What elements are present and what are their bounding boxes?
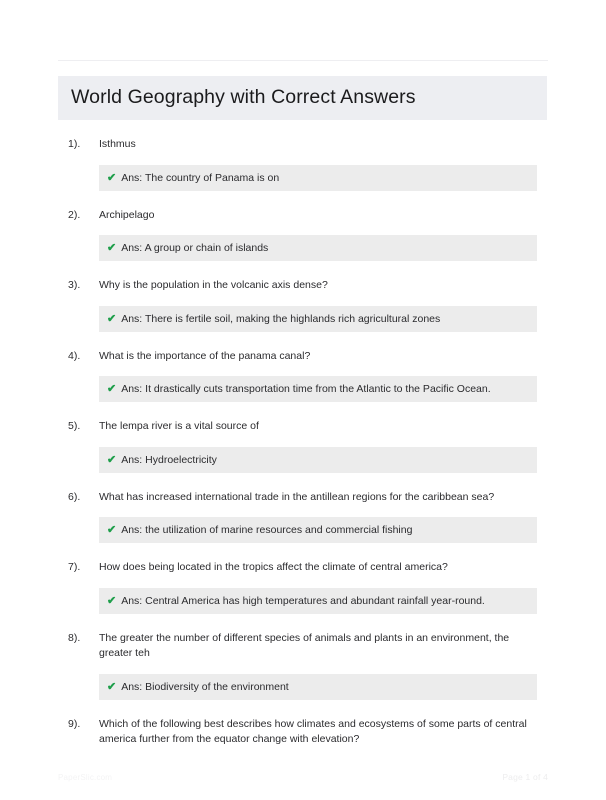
check-mark-icon: ✔ — [107, 171, 117, 184]
question-number: 3). — [68, 279, 81, 291]
answer-text: Ans: the utilization of marine resources and commercial fishing — [121, 524, 413, 536]
question-item — [0, 419, 606, 473]
question-number: 7). — [68, 561, 81, 573]
question-item — [0, 278, 606, 332]
question-number: 2). — [68, 208, 81, 221]
answer-box — [99, 674, 537, 700]
question-text: What is the importance of the panama canal? — [99, 349, 311, 362]
check-mark-icon: ✔ — [107, 453, 117, 466]
question-text: Archipelago — [99, 208, 155, 221]
footer-watermark: PaperSlic.com — [58, 772, 113, 782]
question-item — [0, 631, 606, 700]
check-mark-icon: ✔ — [107, 680, 117, 693]
question-answer-list — [0, 137, 606, 765]
document-title-bar — [58, 76, 547, 120]
check-mark-icon: ✔ — [107, 594, 117, 607]
question-text: Why is the population in the volcanic axis dense? — [99, 279, 328, 291]
answer-box — [99, 306, 537, 332]
question-text: Which of the following best describes how climates and ecosystems of some parts of central america further from the equator change with elevation? — [99, 717, 527, 745]
answer-text: Ans: A group or chain of islands — [121, 242, 269, 254]
page-title: World Geography with Correct Answers — [71, 86, 416, 109]
check-mark-icon: ✔ — [107, 242, 117, 254]
check-mark-icon: ✔ — [107, 383, 117, 395]
question-number: 5). — [68, 420, 81, 432]
answer-box — [99, 376, 537, 402]
question-item — [0, 560, 606, 614]
answer-text: Ans: There is fertile soil, making the highlands rich agricultural zones — [121, 312, 441, 325]
header-divider — [58, 60, 548, 61]
answer-text: Ans: The country of Panama is on — [121, 171, 280, 184]
answer-box — [99, 517, 537, 543]
question-number: 9). — [68, 717, 81, 730]
page-footer — [0, 772, 606, 782]
question-number: 6). — [68, 490, 81, 503]
question-number: 1). — [68, 138, 81, 150]
page-indicator: Page 1 of 4 — [502, 772, 548, 782]
question-text: How does being located in the tropics affect the climate of central america? — [99, 561, 448, 573]
answer-box — [99, 165, 537, 191]
question-item — [0, 349, 606, 403]
question-item — [0, 208, 606, 262]
question-number: 4). — [68, 349, 81, 362]
answer-box — [99, 235, 537, 261]
answer-text: Ans: It drastically cuts transportation time from the Atlantic to the Pacific Ocean. — [121, 383, 491, 395]
check-mark-icon: ✔ — [107, 312, 117, 325]
question-number: 8). — [68, 631, 81, 644]
question-item — [0, 137, 606, 191]
question-text: The lempa river is a vital source of — [99, 420, 259, 432]
question-text: The greater the number of different species of animals and plants in an environment, the greater teh — [99, 631, 510, 659]
question-text: Isthmus — [99, 138, 136, 150]
answer-box — [99, 588, 537, 614]
answer-text: Ans: Hydroelectricity — [121, 453, 217, 466]
question-item — [0, 717, 606, 748]
question-text: What has increased international trade in the antillean regions for the caribbean sea? — [99, 490, 495, 503]
answer-text: Ans: Biodiversity of the environment — [121, 680, 289, 693]
question-item — [0, 490, 606, 544]
check-mark-icon: ✔ — [107, 524, 117, 536]
answer-box — [99, 447, 537, 473]
answer-text: Ans: Central America has high temperatures and abundant rainfall year-round. — [121, 594, 485, 607]
